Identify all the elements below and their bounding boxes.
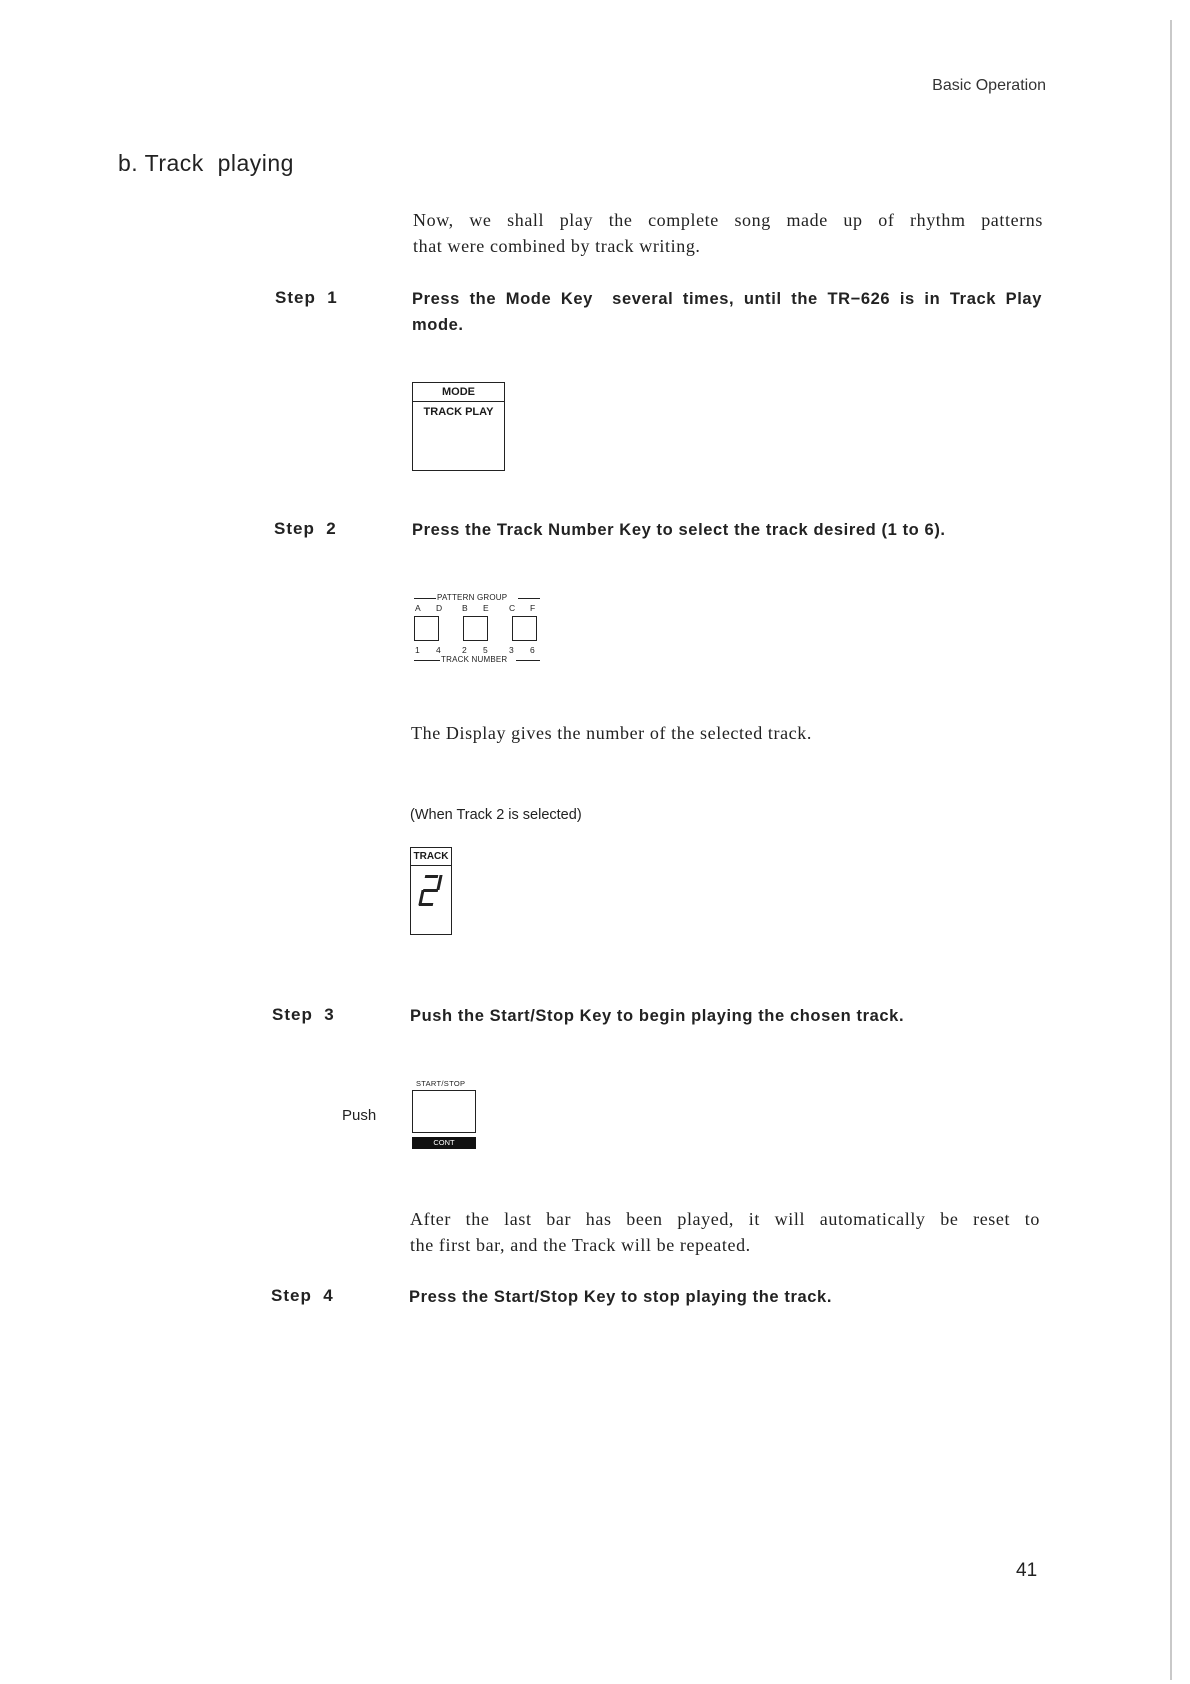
page-number: 41 bbox=[1016, 1560, 1038, 1581]
pattern-letter-b: B bbox=[462, 603, 468, 613]
step-3-instruction: Push the Start/Stop Key to begin playing the chosen track. bbox=[410, 1007, 905, 1025]
mode-display-header: MODE bbox=[413, 383, 504, 402]
step-1-label: Step 1 bbox=[275, 288, 338, 307]
start-stop-key-label: START/STOP bbox=[416, 1079, 466, 1088]
track-number-title: TRACK NUMBER bbox=[441, 655, 508, 664]
track-number-3: 3 bbox=[509, 645, 514, 655]
track-number-key-2-5[interactable] bbox=[463, 616, 488, 641]
pattern-group-rule-left bbox=[414, 598, 436, 599]
start-stop-key[interactable] bbox=[412, 1090, 476, 1133]
intro-line-1: Now, we shall play the complete song made up of rhythm patterns bbox=[413, 210, 1043, 230]
pattern-group-diagram bbox=[412, 592, 542, 672]
track-display-header: TRACK bbox=[411, 848, 451, 866]
step-3-label: Step 3 bbox=[272, 1005, 335, 1024]
mode-display-value: TRACK PLAY bbox=[423, 406, 494, 418]
track-display bbox=[410, 847, 452, 935]
track-number-5: 5 bbox=[483, 645, 488, 655]
step-1-line-2: mode. bbox=[412, 316, 464, 334]
pattern-group-rule-right bbox=[518, 598, 540, 599]
page-edge-line bbox=[1170, 20, 1172, 1680]
push-label: Push bbox=[342, 1107, 377, 1124]
section-title: b. Track playing bbox=[118, 150, 294, 176]
track-number-2: 2 bbox=[462, 645, 467, 655]
pattern-letter-e: E bbox=[483, 603, 489, 613]
track-number-key-3-6[interactable] bbox=[512, 616, 537, 641]
track-number-key-1-4[interactable] bbox=[414, 616, 439, 641]
after-line-2: the first bar, and the Track will be repeated. bbox=[410, 1235, 751, 1255]
pattern-letter-d: D bbox=[436, 603, 443, 613]
track-number-6: 6 bbox=[530, 645, 535, 655]
cont-label: CONT bbox=[412, 1137, 476, 1149]
running-header: Basic Operation bbox=[932, 77, 1046, 94]
track-digit-two bbox=[411, 866, 451, 934]
track-number-rule-right bbox=[516, 660, 540, 661]
track-number-4: 4 bbox=[436, 645, 441, 655]
pattern-letter-f: F bbox=[530, 603, 536, 613]
track-number-1: 1 bbox=[415, 645, 420, 655]
step-2-instruction: Press the Track Number Key to select the track desired (1 to 6). bbox=[412, 521, 946, 539]
segment-middle bbox=[423, 889, 439, 892]
example-caption: (When Track 2 is selected) bbox=[410, 807, 582, 823]
after-line-1: After the last bar has been played, it will automatically be reset to bbox=[410, 1209, 1040, 1229]
segment-bottom bbox=[419, 903, 434, 906]
pattern-group-title: PATTERN GROUP bbox=[437, 593, 508, 602]
display-description: The Display gives the number of the selected track. bbox=[411, 723, 812, 743]
step-4-label: Step 4 bbox=[271, 1286, 334, 1305]
pattern-letter-c: C bbox=[509, 603, 516, 613]
step-4-instruction: Press the Start/Stop Key to stop playing the track. bbox=[409, 1288, 833, 1306]
step-1-line-1: Press the Mode Key several times, until the TR−626 is in Track Play bbox=[412, 290, 1042, 308]
pattern-letter-a: A bbox=[415, 603, 421, 613]
track-number-rule-left bbox=[414, 660, 440, 661]
mode-display bbox=[412, 382, 505, 471]
segment-top bbox=[425, 875, 439, 878]
intro-line-2: that were combined by track writing. bbox=[413, 236, 701, 256]
step-2-label: Step 2 bbox=[274, 519, 337, 538]
